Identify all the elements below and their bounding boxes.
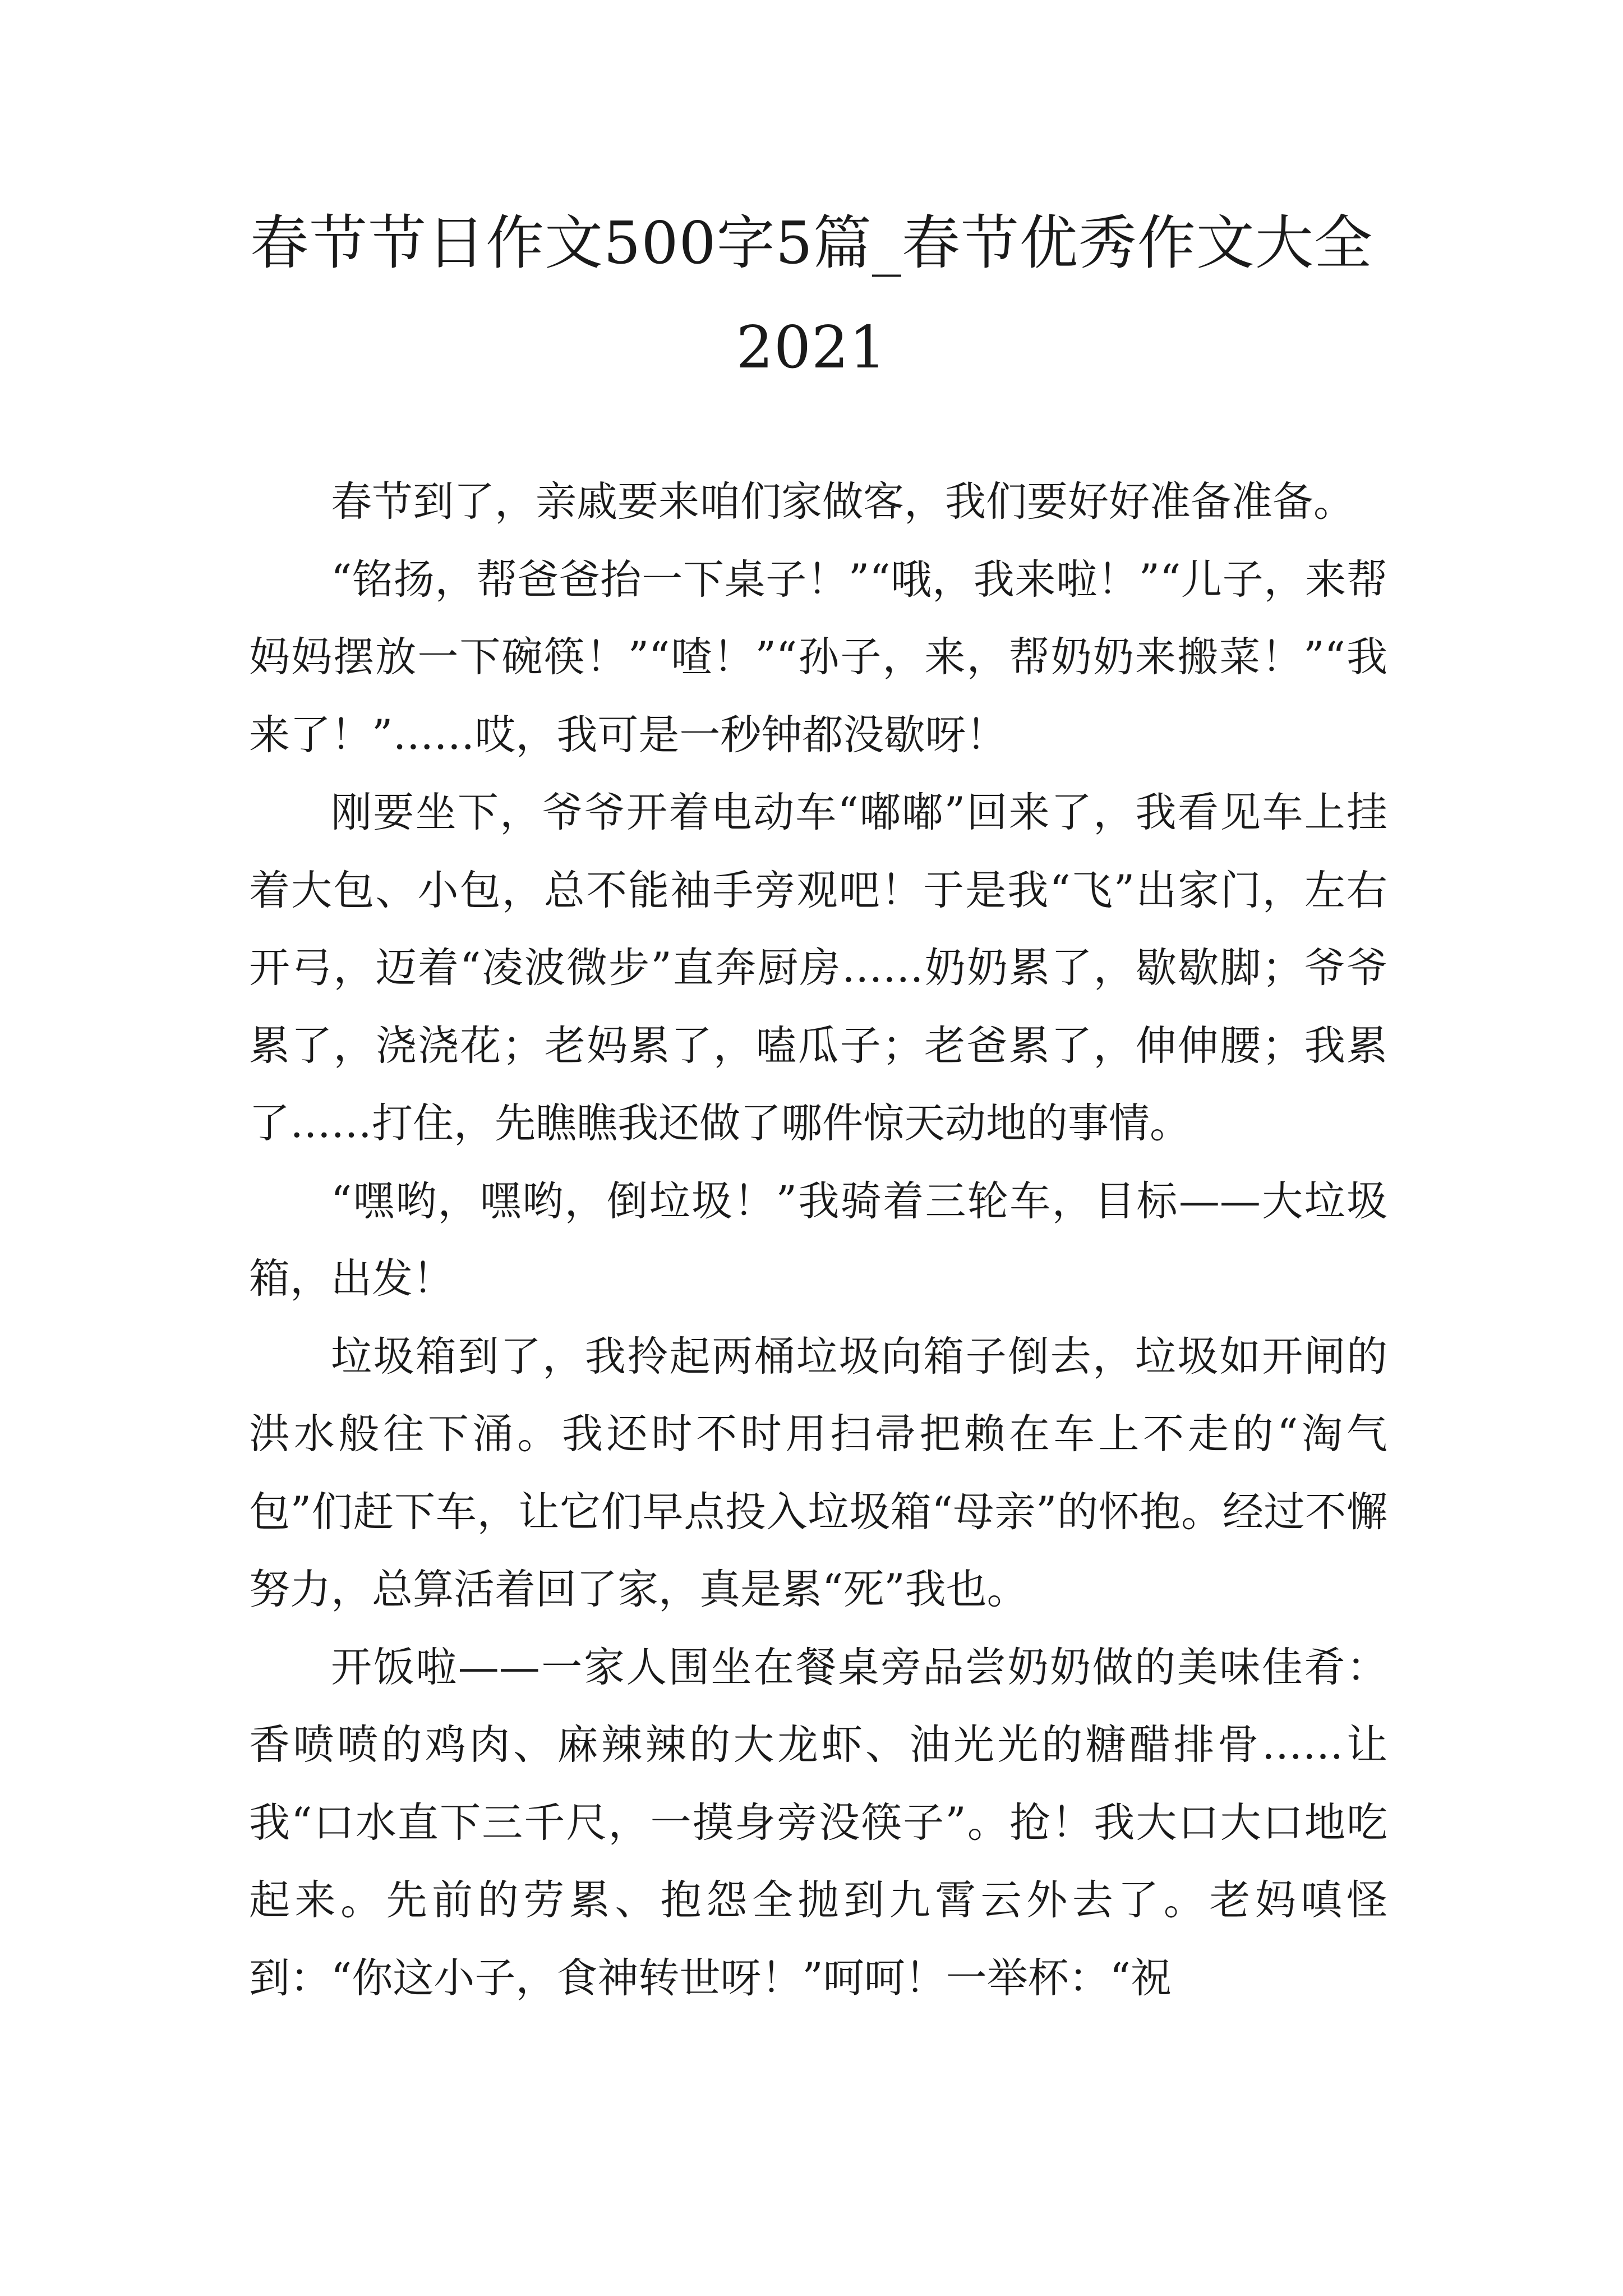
document-body (249, 463, 1387, 2017)
paragraph: 垃圾箱到了，我拎起两桶垃圾向箱子倒去，垃圾如开闸的洪水般往下涌。我还时不时用扫帚把赖在车上不走的“淘气包”们赶下车，让它们早点投入垃圾箱“母亲”的怀抱。经过不懈努力，总算活着回了家，真是累“死”我也。 (249, 1332, 1387, 1613)
document-title: 春节节日作文500字5篇_春节优秀作文大全2021 (250, 209, 1373, 381)
paragraph: 刚要坐下，爷爷开着电动车“嘟嘟”回来了，我看见车上挂着大包、小包，总不能袖手旁观吧！于是我“飞”出家门，左右开弓，迈着“凌波微步”直奔厨房……奶奶累了，歇歇脚；爷爷累了，浇浇花；老妈累了，嗑瓜子；老爸累了，伸伸腰；我累了……打住，先瞧瞧我还做了哪件惊天动地的事情。 (249, 789, 1387, 1147)
paragraph: “铭扬，帮爸爸抬一下桌子！”“哦，我来啦！”“儿子，来帮妈妈摆放一下碗筷！”“喳！”“孙子，来，帮奶奶来搬菜！”“我来了！”……哎，我可是一秒钟都没歇呀！ (249, 555, 1387, 759)
paragraph: 春节到了，亲戚要来咱们家做客，我们要好好准备准备。 (331, 478, 1354, 526)
paragraph: 开饭啦——一家人围坐在餐桌旁品尝奶奶做的美味佳肴：香喷喷的鸡肉、麻辣辣的大龙虾、油光光的糖醋排骨……让我“口水直下三千尺，一摸身旁没筷子”。抢！我大口大口地吃起来。先前的劳累、抱怨全抛到九霄云外去了。老妈嗔怪到：“你这小子，食神转世呀！”呵呵！一举杯：“祝 (249, 1643, 1387, 2002)
paragraph: “嘿哟，嘿哟，倒垃圾！”我骑着三轮车，目标——大垃圾箱，出发！ (249, 1177, 1387, 1303)
